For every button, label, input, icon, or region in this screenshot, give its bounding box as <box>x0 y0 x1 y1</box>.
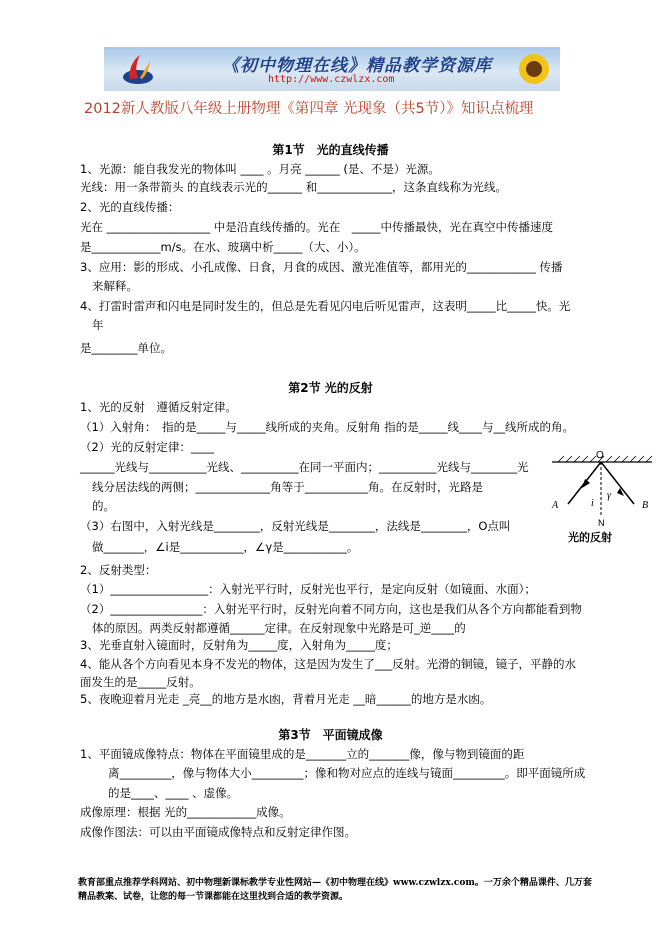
s2-line: 3、光垂直射入镜面时，反射角为_____度，入射角为_____度； <box>80 638 398 652</box>
s3-line: 离_________，像与物体大小_________；像和物对应点的连线与镜面_________。即平面镜所成 <box>108 766 586 780</box>
site-logo-icon <box>120 51 156 87</box>
section-1-heading: 第1节 光的直线传播 <box>272 143 389 157</box>
figure-caption: 光的反射 <box>568 531 612 544</box>
s2-line: （1）_________________：入射光平行时，反射光也平行，是定向反射（如镜面、水面）； <box>80 582 536 596</box>
fig-label: B <box>642 500 649 511</box>
document-title: 2012新人教版八年级上册物理《第四章 光现象（共5节）》知识点梳理 <box>84 101 534 117</box>
fig-label: A <box>552 500 559 511</box>
banner-url[interactable]: http://www.czwlzx.com <box>268 74 395 85</box>
s2-line: 的。 <box>92 499 115 513</box>
s2-line: ______光线与__________光线、__________在同一平面内；__________光线与________光 <box>80 460 529 474</box>
s1-line: 2、光的直线传播： <box>80 200 180 214</box>
s2-line: 1、光的反射 遵循反射定律。 <box>80 400 237 414</box>
s2-line: 做_______，∠i是___________，∠γ是___________。 <box>92 540 359 554</box>
s3-line: 成像原理：根据 光的____________成像。 <box>80 805 291 819</box>
s2-line: 线分居法线的两侧；_____________角等于___________角。在反射时，光路是 <box>92 480 483 494</box>
section-2-heading: 第2节 光的反射 <box>288 381 373 395</box>
s1-line: 3、应用：影的形成、小孔成像、日食，月食的成因、激光准值等，都用光的____________ 传播 <box>80 260 563 274</box>
s2-line: 5、夜晚迎着月光走 _亮__的地方是水凼，背着月光走 __暗______的地方是水凼。 <box>80 692 492 706</box>
header-banner <box>104 47 560 91</box>
s2-line: 2、反射类型： <box>80 563 157 577</box>
s2-line: （3）右图中，入射光线是________，反射光线是________，法线是________，O点叫 <box>80 519 511 533</box>
s2-line: 4、能从各个方向看见本身不发光的物体，这是因为发生了___反射。光滑的铜镜，镜子，平静的水 <box>80 657 577 671</box>
fig-label: O <box>596 450 604 461</box>
s1-line: 1、光源：能自我发光的物体叫 ____ 。月亮 ______ (是、不是）光源。 <box>80 162 440 176</box>
sunflower-icon <box>514 49 554 89</box>
s1-line: 年 <box>92 318 104 332</box>
s2-line: （2）________________：入射光平行时，反射光向着不同方向，这也是我们从各个方向都能看到物 <box>80 602 582 616</box>
s1-line: 是________单位。 <box>80 341 172 355</box>
section-3-heading: 第3节 平面镜成像 <box>278 728 383 742</box>
footer-note: 教育部重点推荐学科网站、初中物理新课标教学专业性网站—《初中物理在线》www.czwlzx.com。一万余个精品课件、几万套精品教案、试卷，让您的每一节课都能在这里找到合适的教学资源。 <box>78 878 592 902</box>
s1-line: 4、打雷时雷声和闪电是同时发生的，但总是先看见闪电后听见雷声，这表明_____比_____快。光 <box>80 299 571 313</box>
s1-line: 是____________m/s。在水、玻璃中析_____（大、小）。 <box>80 240 366 254</box>
fig-label: i <box>591 498 594 509</box>
s2-line: （1）入射角： 指的是_____与_____线所成的夹角。反射角 指的是_____线____与__线所成的角。 <box>80 420 574 434</box>
s2-line: 体的原因。两类反射都遵循______定律。在反射现象中光路是可_逆____的 <box>92 621 466 635</box>
s2-line: （2）光的反射定律：____ <box>80 440 214 454</box>
fig-label: γ <box>607 490 611 501</box>
s1-line: 来解释。 <box>92 279 138 293</box>
s1-line: 光在 __________________ 中是沿直线传播的。光在 _____中传播最快，光在真空中传播速度 <box>80 220 554 234</box>
banner-title: 《初中物理在线》精品教学资源库 <box>222 56 492 76</box>
s1-line: 光线：用一条带箭头 的直线表示光的______ 和_____________，这条直线称为光线。 <box>80 180 508 194</box>
s3-line: 的是____、____ 、虚像。 <box>108 786 239 800</box>
s3-line: 1、平面镜成像特点：物体在平面镜里成的是_______立的_______像，像与物到镜面的距 <box>80 747 525 761</box>
fig-label: N <box>598 518 605 528</box>
s3-line: 成像作图法：可以由平面镜成像特点和反射定律作图。 <box>80 825 356 839</box>
s2-line: 面发生的是_____反射。 <box>80 675 201 689</box>
